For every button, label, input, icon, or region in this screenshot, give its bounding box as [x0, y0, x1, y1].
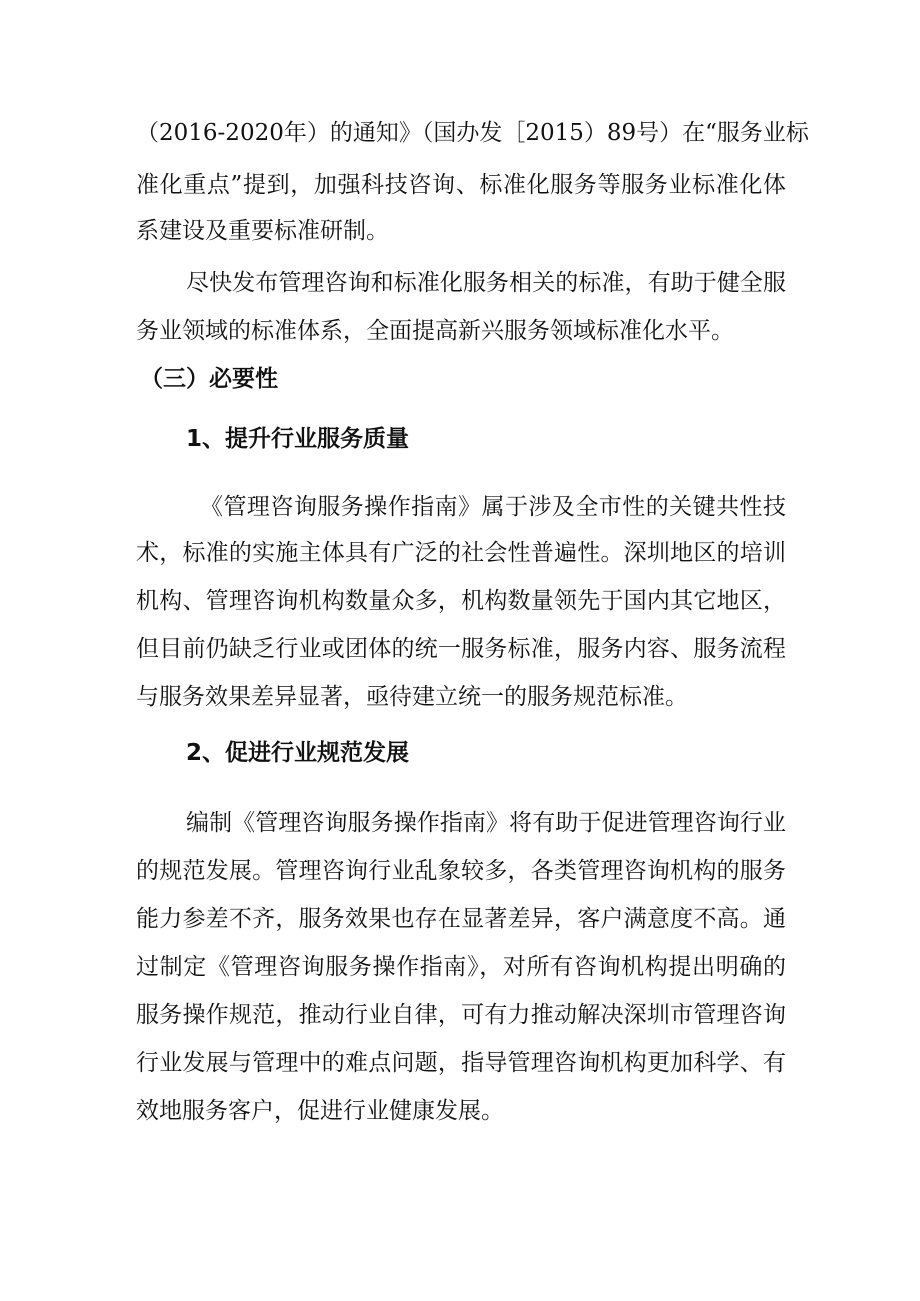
paragraph-3-line-5: 与服务效果差异显著，亟待建立统一的服务规范标准。: [136, 684, 688, 710]
paragraph-3-line-2: 术，标准的实施主体具有广泛的社会性普遍性。深圳地区的培训: [136, 540, 786, 566]
paragraph-1-line-2: 准化重点”提到，加强科技咨询、标准化服务等服务业标准化体: [136, 172, 786, 198]
item-heading-1: 1、提升行业服务质量: [186, 426, 410, 452]
paragraph-3-line-3: 机构、管理咨询机构数量众多，机构数量领先于国内其它地区，: [136, 588, 786, 614]
paragraph-2-line-2: 务业领域的标准体系，全面提高新兴服务领域标准化水平。: [136, 318, 734, 344]
paragraph-4-line-7: 效地服务客户，促进行业健康发展。: [136, 1098, 504, 1124]
item-heading-2: 2、促进行业规范发展: [186, 740, 410, 766]
paragraph-1-line-3: 系建设及重要标准研制。: [136, 218, 389, 244]
paragraph-4-line-3: 能力参差不齐，服务效果也存在显著差异，客户满意度不高。通: [136, 906, 786, 932]
paragraph-4-line-2: 的规范发展。管理咨询行业乱象较多，各类管理咨询机构的服务: [136, 858, 786, 884]
paragraph-4-line-4: 过制定《管理咨询服务操作指南》，对所有咨询机构提出明确的: [136, 954, 786, 980]
paragraph-4-line-5: 服务操作规范，推动行业自律，可有力推动解决深圳市管理咨询: [136, 1002, 786, 1028]
paragraph-4-line-6: 行业发展与管理中的难点问题，指导管理咨询机构更加科学、有: [136, 1050, 786, 1076]
section-heading-necessity: （三）必要性: [140, 366, 278, 392]
paragraph-3-line-4: 但目前仍缺乏行业或团体的统一服务标准，服务内容、服务流程: [136, 636, 786, 662]
paragraph-1-line-1: （2016-2020年）的通知》（国办发［2015）89号）在“服务业标: [136, 120, 809, 146]
paragraph-4-line-1: 编制《管理咨询服务操作指南》将有助于促进管理咨询行业: [186, 810, 786, 836]
paragraph-3-line-1: 《管理咨询服务操作指南》属于涉及全市性的关键共性技: [200, 494, 786, 520]
paragraph-2-line-1: 尽快发布管理咨询和标准化服务相关的标准，有助于健全服: [186, 270, 786, 296]
